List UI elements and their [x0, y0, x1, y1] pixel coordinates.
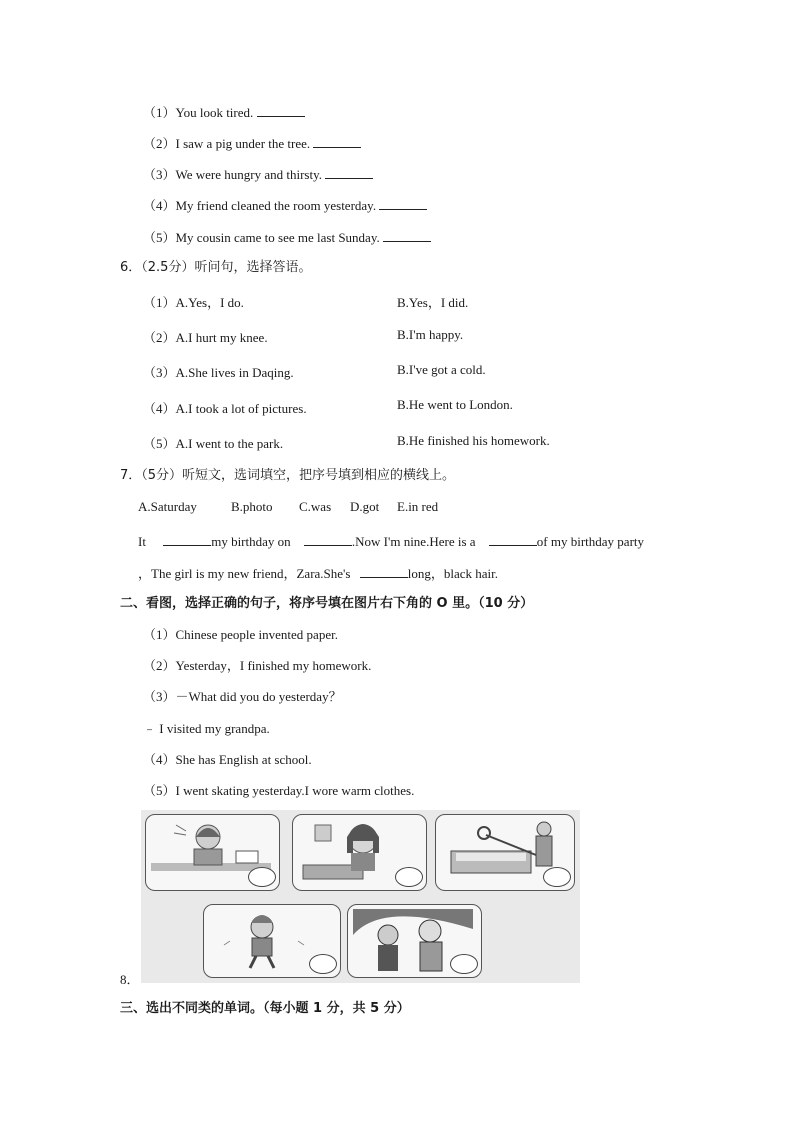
s5-item-5: （5）My cousin came to see me last Sunday. — [143, 228, 431, 247]
answer-blank[interactable] — [379, 196, 427, 210]
part2-item-3: （3）－What did you do yesterday？ — [143, 689, 342, 704]
picture-homework — [145, 814, 280, 891]
q6-row-2-a: （2）A.I hurt my knee. — [143, 330, 268, 345]
question-number-8: 8． — [120, 972, 140, 987]
picture-english-class — [292, 814, 427, 891]
q7-option-e: E.in red — [397, 499, 439, 514]
part2-item-1: （1）Chinese people invented paper. — [143, 627, 338, 642]
part2-title: 二、看图，选择正确的句子，将序号填在图片右下角的 O 里。（10 分） — [120, 596, 534, 611]
q7-passage-line-1: It my birthday on .Now I'm nine.Here is a of my birthday party — [138, 534, 645, 549]
picture-visit-grandpa — [347, 904, 482, 978]
q7-option-c: C.was — [299, 499, 332, 514]
answer-blank[interactable] — [383, 228, 431, 242]
part3-title: 三、选出不同类的单词。（每小题 1 分，共 5 分） — [120, 1001, 410, 1016]
picture-skating — [203, 904, 341, 978]
answer-circle[interactable] — [450, 954, 478, 974]
q6-row-1-b: B.Yes，I did. — [397, 295, 469, 310]
answer-blank[interactable] — [257, 103, 305, 117]
q6-row-3-b: B.I've got a cold. — [397, 362, 486, 377]
answer-circle[interactable] — [248, 867, 276, 887]
q7-blank-4[interactable] — [360, 564, 408, 578]
q7-option-a: A.Saturday — [138, 499, 197, 514]
q6-row-2-b: B.I'm happy. — [397, 327, 464, 342]
q7-blank-3[interactable] — [489, 532, 537, 546]
q7-blank-1[interactable] — [163, 532, 211, 546]
part2-item-3-answer: ﹣ I visited my grandpa. — [143, 721, 270, 736]
q7-blank-2[interactable] — [304, 532, 352, 546]
q6-title: 6．（2.5分）听问句，选择答语。 — [120, 260, 312, 275]
q6-row-5-b: B.He finished his homework. — [397, 433, 550, 448]
q6-row-5-a: （5）A.I went to the park. — [143, 436, 284, 451]
answer-blank[interactable] — [313, 134, 361, 148]
answer-circle[interactable] — [309, 954, 337, 974]
q7-option-b: B.photo — [231, 499, 273, 514]
answer-circle[interactable] — [395, 867, 423, 887]
s5-item-1: （1）You look tired. — [143, 103, 305, 122]
q6-row-4-b: B.He went to London. — [397, 397, 513, 412]
q6-row-3-a: （3）A.She lives in Daqing. — [143, 365, 294, 380]
answer-blank[interactable] — [325, 165, 373, 179]
part2-item-4: （4）She has English at school. — [143, 752, 312, 767]
part2-item-5: （5）I went skating yesterday.I wore warm clothes. — [143, 783, 415, 798]
picture-paper-making — [435, 814, 575, 891]
s5-item-4: （4）My friend cleaned the room yesterday. — [143, 196, 427, 215]
q7-option-d: D.got — [350, 499, 380, 514]
answer-circle[interactable] — [543, 867, 571, 887]
q6-row-1-a: （1）A.Yes，I do. — [143, 295, 244, 310]
s5-item-2: （2）I saw a pig under the tree. — [143, 134, 361, 153]
q7-passage-line-2: ，The girl is my new friend，Zara.She's long，black hair. — [138, 566, 498, 581]
picture-panel — [141, 810, 580, 983]
q7-title: 7．（5分）听短文，选词填空，把序号填到相应的横线上。 — [120, 468, 456, 483]
s5-item-3: （3）We were hungry and thirsty. — [143, 165, 373, 184]
part2-item-2: （2）Yesterday，I finished my homework. — [143, 658, 372, 673]
q6-row-4-a: （4）A.I took a lot of pictures. — [143, 401, 307, 416]
